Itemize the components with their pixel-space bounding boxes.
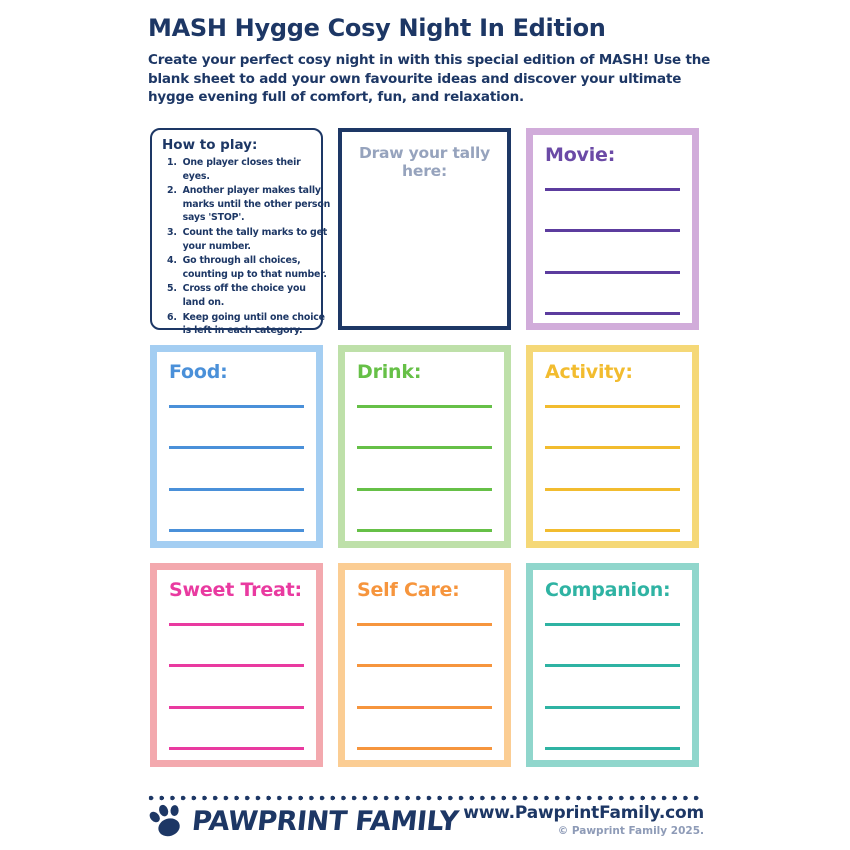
writing-line: [169, 664, 304, 667]
category-title: Activity:: [545, 361, 633, 383]
category-box-companion: [526, 563, 699, 767]
how-to-play-step: 5. Cross off the choice you land on.: [180, 282, 330, 309]
writing-line: [545, 488, 680, 491]
how-to-play-box: [150, 128, 331, 337]
category-title: Companion:: [545, 579, 671, 601]
writing-line: [545, 312, 680, 315]
how-to-play-step: 1. One player closes their eyes.: [180, 156, 330, 183]
category-title: Sweet Treat:: [169, 579, 302, 601]
brand-name: PAWPRINT FAMILY: [190, 805, 460, 837]
writing-line: [169, 747, 304, 750]
footer: [148, 803, 704, 839]
writing-line: [545, 747, 680, 750]
writing-line: [545, 529, 680, 532]
writing-line: [545, 229, 680, 232]
writing-line: [357, 623, 492, 626]
footer-site-info: [463, 803, 704, 837]
how-to-play-step: 2. Another player makes tally marks until the other person says 'STOP'.: [180, 184, 330, 225]
writing-line: [169, 446, 304, 449]
category-title: Food:: [169, 361, 228, 383]
category-box-activity: [526, 345, 699, 548]
writing-line: [545, 664, 680, 667]
how-to-play-step: 6. Keep going until one choice is left in each category.: [180, 311, 330, 338]
brand-logo: [148, 803, 458, 839]
writing-line: [169, 488, 304, 491]
how-to-play-step: 4. Go through all choices, counting up to that number.: [180, 254, 330, 281]
writing-line: [545, 446, 680, 449]
tally-placeholder-label: Draw your tally here:: [358, 144, 491, 180]
writing-line: [357, 488, 492, 491]
writing-line: [545, 623, 680, 626]
writing-line: [357, 706, 492, 709]
writing-line: [169, 623, 304, 626]
category-title: Movie:: [545, 144, 616, 166]
tally-box: [338, 128, 511, 330]
paw-icon: [148, 803, 186, 839]
dotted-divider: [148, 795, 704, 801]
writing-line: [169, 405, 304, 408]
writing-line: [357, 529, 492, 532]
how-to-play-step: 3. Count the tally marks to get your number.: [180, 226, 330, 253]
how-to-play-title: How to play:: [162, 137, 258, 153]
category-grid: [150, 128, 699, 767]
writing-line: [169, 529, 304, 532]
category-box-sweet-treat: [150, 563, 323, 767]
page-title: MASH Hygge Cosy Night In Edition: [148, 14, 606, 42]
website-link[interactable]: www.PawprintFamily.com: [463, 803, 704, 823]
category-title: Self Care:: [357, 579, 460, 601]
copyright-text: © Pawprint Family 2025.: [557, 825, 704, 837]
writing-line: [545, 188, 680, 191]
writing-line: [357, 446, 492, 449]
writing-line: [545, 405, 680, 408]
writing-line: [357, 664, 492, 667]
writing-line: [357, 747, 492, 750]
writing-line: [545, 271, 680, 274]
category-box-movie: [526, 128, 699, 330]
writing-line: [357, 405, 492, 408]
category-title: Drink:: [357, 361, 422, 383]
header: [148, 14, 720, 107]
category-box-food: [150, 345, 323, 548]
page-subtitle: Create your perfect cosy night in with this special edition of MASH! Use the blank sheet to add your own favourite ideas and discover your ultimate hygge evening full of comfort, fun, and relaxation.: [148, 52, 711, 105]
category-box-self-care: [338, 563, 511, 767]
writing-line: [545, 706, 680, 709]
how-to-play-steps: [161, 156, 330, 338]
writing-line: [169, 706, 304, 709]
category-box-drink: [338, 345, 511, 548]
